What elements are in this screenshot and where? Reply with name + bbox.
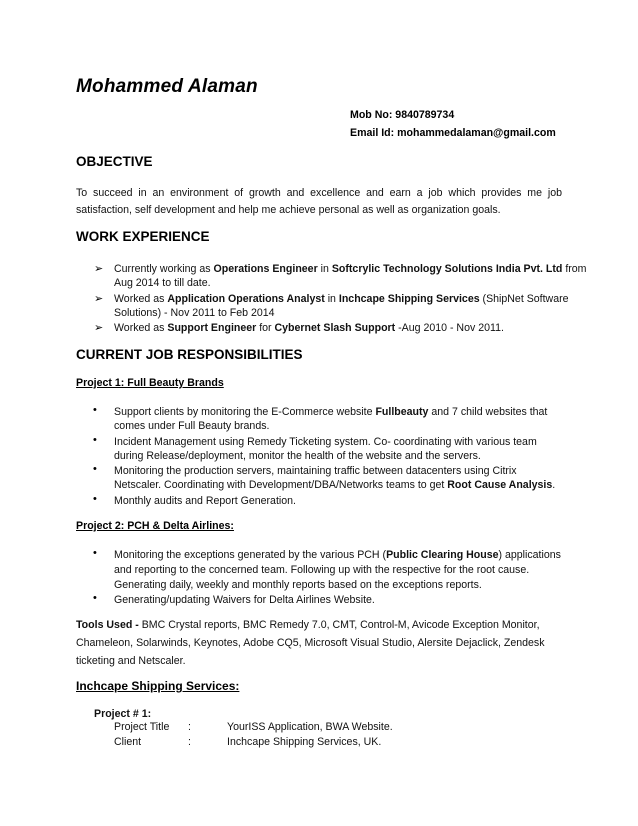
p2-bullet-2: Generating/updating Waivers for Delta Airlines Website. [114, 594, 375, 606]
inchcape-project-label: Project # 1: [94, 708, 152, 720]
inchcape-heading: Inchcape Shipping Services: [76, 679, 240, 693]
client-value: Inchcape Shipping Services, UK. [227, 736, 382, 748]
objective-text: To succeed in an environment of growth and excellence and earn a job which provides me job satisfaction, self development and help me achieve personal as well as organization goals. [76, 187, 562, 216]
email-address: Email Id: mohammedalaman@gmail.com [350, 127, 556, 139]
p2-bullet-1-line-2: and reporting to the concerned team. Following up with the respective for the root cause. [114, 564, 530, 576]
client-label: Client [114, 736, 142, 748]
project-2-bullets [0, 547, 638, 609]
mobile-number: Mob No: 9840789734 [350, 109, 455, 121]
bullet-icon: • [93, 434, 97, 446]
bullet-icon: • [93, 592, 97, 604]
objective-heading: OBJECTIVE [76, 154, 153, 169]
p1-bullet-4: Monthly audits and Report Generation. [114, 495, 296, 507]
work-experience-heading: WORK EXPERIENCE [76, 229, 210, 244]
candidate-name: Mohammed Alaman [76, 76, 258, 97]
tools-line-1: Tools Used - BMC Crystal reports, BMC Remedy 7.0, CMT, Control-M, Avicode Exception Monitor, [76, 619, 540, 631]
work-item-1-line-1: Currently working as Operations Engineer in Softcrylic Technology Solutions India Pvt. Ltd from [114, 263, 587, 275]
p1-bullet-3-line-2: Netscaler. Coordinating with Development/DBA/Networks teams to get Root Cause Analysis. [114, 479, 556, 491]
bullet-icon: • [93, 404, 97, 416]
work-item-2-line-1: Worked as Application Operations Analyst in Inchcape Shipping Services (ShipNet Software [114, 293, 569, 305]
work-experience-list [0, 261, 638, 341]
tools-line-3: ticketing and Netscaler. [76, 655, 186, 667]
bullet-icon: • [93, 463, 97, 475]
p1-bullet-1-line-1: Support clients by monitoring the E-Commerce website Fullbeauty and 7 child websites that [114, 406, 548, 418]
p1-bullet-3-line-1: Monitoring the production servers, maintaining traffic between datacenters using Citrix [114, 465, 517, 477]
arrow-bullet-icon: ➢ [94, 322, 104, 334]
client-sep: : [188, 736, 191, 748]
work-item-1-line-2: Aug 2014 to till date. [114, 277, 211, 289]
bullet-icon: • [93, 493, 97, 505]
project-1-bullets [0, 404, 638, 507]
project-2-title: Project 2: PCH & Delta Airlines: [76, 520, 234, 532]
p2-bullet-1-line-3: Generating daily, weekly and monthly reports based on the exceptions reports. [114, 579, 482, 591]
arrow-bullet-icon: ➢ [94, 263, 104, 275]
p1-bullet-2-line-2: during Release/deployment, monitor the health of the website and the servers. [114, 450, 481, 462]
p2-bullet-1-line-1: Monitoring the exceptions generated by the various PCH (Public Clearing House) applications [114, 549, 561, 561]
responsibilities-heading: CURRENT JOB RESPONSIBILITIES [76, 347, 303, 362]
project-title-value: YourISS Application, BWA Website. [227, 721, 393, 733]
tools-line-2: Chameleon, Solarwinds, Keynotes, Adobe CQ5, Microsoft Visual Studio, Alersite Dejaclick, Zendesk [76, 637, 545, 649]
work-item-2-line-2: Solutions) - Nov 2011 to Feb 2014 [114, 307, 275, 319]
arrow-bullet-icon: ➢ [94, 293, 104, 305]
p1-bullet-2-line-1: Incident Management using Remedy Ticketing system. Co- coordinating with various team [114, 436, 537, 448]
work-item-3-line-1: Worked as Support Engineer for Cybernet Slash Support -Aug 2010 - Nov 2011. [114, 322, 504, 334]
tools-label: Tools Used - [76, 619, 142, 631]
project-title-label: Project Title [114, 721, 170, 733]
p1-bullet-1-line-2: comes under Full Beauty brands. [114, 420, 270, 432]
project-title-sep: : [188, 721, 191, 733]
bullet-icon: • [93, 547, 97, 559]
project-1-title: Project 1: Full Beauty Brands [76, 377, 224, 389]
